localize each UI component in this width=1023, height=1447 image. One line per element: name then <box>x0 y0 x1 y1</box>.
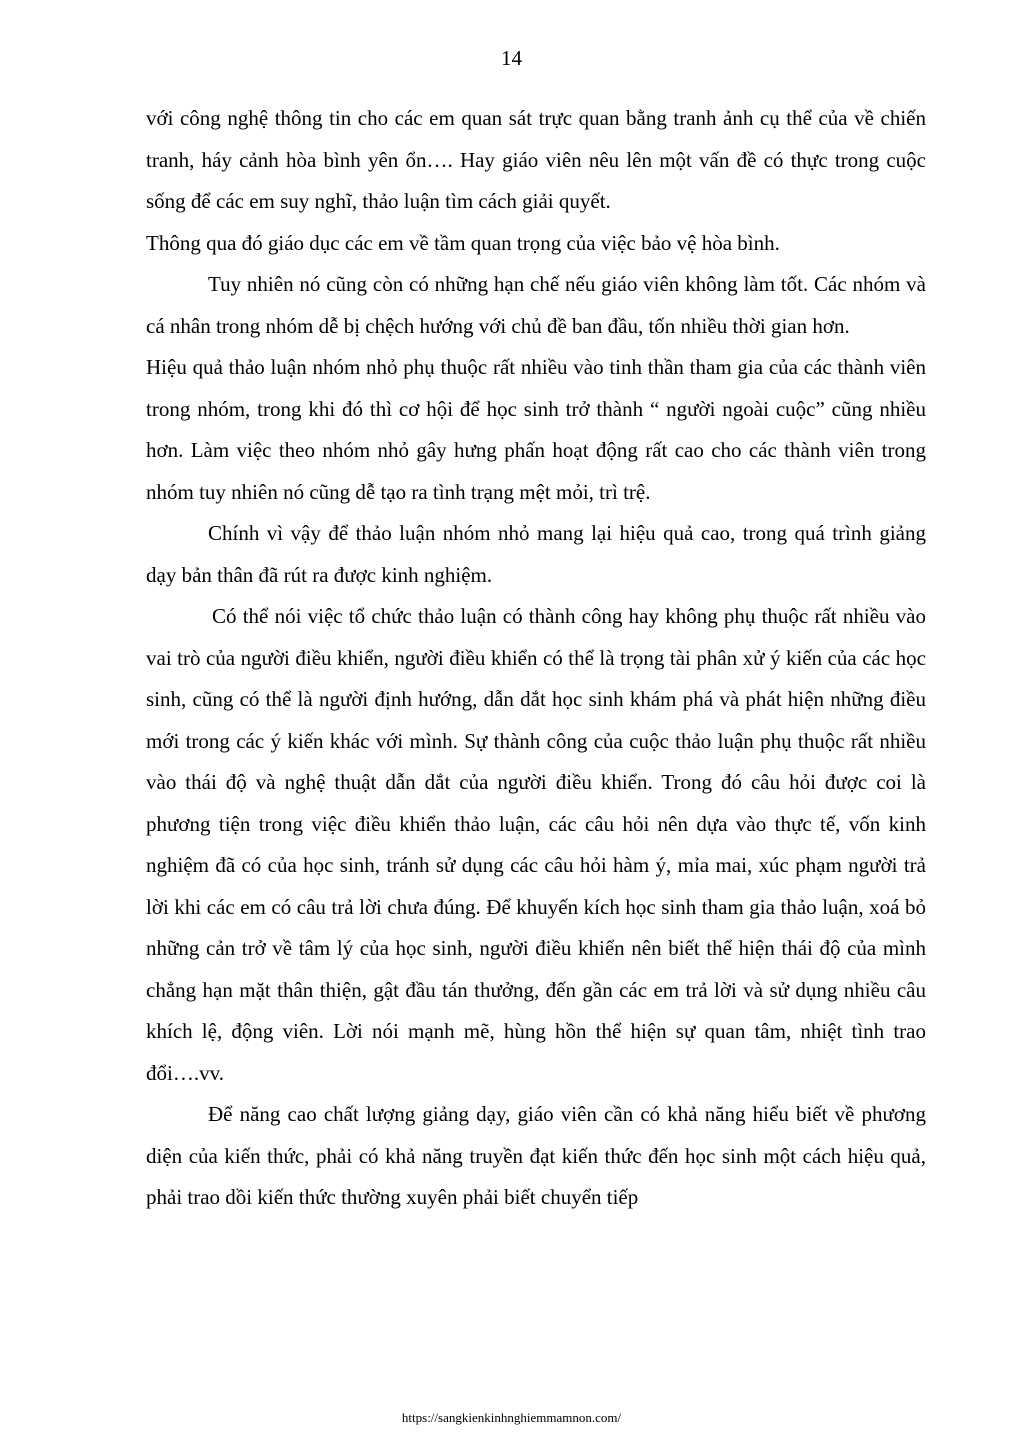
paragraph-teaching-quality: Để năng cao chất lượng giảng dạy, giáo viên cần có khả năng hiểu biết về phương diện của kiến thức, phải có khả năng truyền đạt kiến thức đến học sinh một cách hiệu quả, phải trao dồi kiến thức thường xuyên phải biết chuyển tiếp <box>146 1102 926 1209</box>
document-body <box>146 98 926 1219</box>
paragraph-peace-education: Thông qua đó giáo dục các em về tầm quan trọng của việc bảo vệ hòa bình. <box>146 230 780 255</box>
paragraph-continuation: với công nghệ thông tin cho các em quan sát trực quan bằng tranh ảnh cụ thể của về chiến tranh, háy cảnh hòa bình yên ổn…. Hay giáo viên nêu lên một vấn đề có thực trong cuộc sống để các em suy nghĩ, thảo luận tìm cách giải quyết. <box>146 106 926 213</box>
paragraph-group-effectiveness: Hiệu quả thảo luận nhóm nhỏ phụ thuộc rất nhiều vào tinh thần tham gia của các thành viên trong nhóm, trong khi đó thì cơ hội để học sinh trở thành “ người ngoài cuộc” cũng nhiều hơn. Làm việc theo nhóm nhỏ gây hưng phấn hoạt động rất cao cho các thành viên trong nhóm tuy nhiên nó cũng dễ tạo ra tình trạng mệt mỏi, trì trệ. <box>146 355 926 504</box>
paragraph-moderator-role: Có thể nói việc tổ chức thảo luận có thành công hay không phụ thuộc rất nhiều vào vai trò của người điều khiển, người điều khiển có thể là trọng tài phân xử ý kiến của các học sinh, cũng có thể là người định hướng, dẫn dắt học sinh khám phá và phát hiện những điều mới trong các ý kiến khác với mình. Sự thành công của cuộc thảo luận phụ thuộc rất nhiều vào thái độ và nghệ thuật dẫn dắt của người điều khiển. Trong đó câu hỏi được coi là phương tiện trong việc điều khiển thảo luận, các câu hỏi nên dựa vào thực tế, vốn kinh nghiệm đã có của học sinh, tránh sử dụng các câu hỏi hàm ý, mỉa mai, xúc phạm người trả lời khi các em có câu trả lời chưa đúng. Để khuyến kích học sinh tham gia thảo luận, xoá bỏ những cản trở về tâm lý của học sinh, người điều khiển nên biết thể hiện thái độ của mình chẳng hạn mặt thân thiện, gật đầu tán thưởng, đến gần các em trả lời và sử dụng nhiều câu khích lệ, động viên. Lời nói mạnh mẽ, hùng hồn thể hiện sự quan tâm, nhiệt tình trao đổi….vv. <box>146 604 926 1085</box>
footer-url: https://sangkienkinhnghiemmamnon.com/ <box>401 1410 622 1425</box>
page-number: 14 <box>501 46 522 70</box>
paragraph-experience: Chính vì vậy để thảo luận nhóm nhỏ mang lại hiệu quả cao, trong quá trình giảng dạy bản thân đã rút ra được kinh nghiệm. <box>146 521 926 587</box>
paragraph-limitations: Tuy nhiên nó cũng còn có những hạn chế nếu giáo viên không làm tốt. Các nhóm và cá nhân trong nhóm dễ bị chệch hướng với chủ đề ban đầu, tốn nhiều thời gian hơn. <box>146 272 926 338</box>
